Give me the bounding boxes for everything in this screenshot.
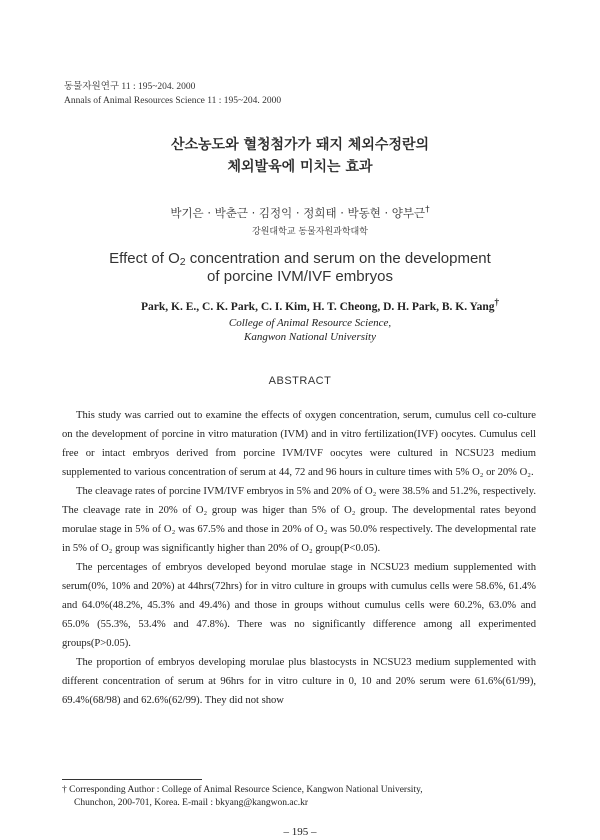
journal-citation-kr: 동물자원연구 11 : 195~204. 2000 [64, 82, 196, 92]
affiliation-en-line-1: College of Animal Resource Science, [228, 317, 392, 329]
abstract-paragraph-1: This study was carried out to examine the effects of oxygen concentration, serum, cumulus cell co-culture on the development of porcine in vitro maturation (IVM) and in vitro fertilization(IVF) oocytes. Cumulus cell free or intact embryos derived from porcine IVM/IVF oocytes were cultured in NCSU23 medium supplemented to various concentration of serum at 44, 72 and 96 hours in culture times with 5% O₂ or 20% O₂. [62, 410, 536, 478]
title-en-line-1-post: concentration and serum on the development [185, 250, 491, 267]
footnote-divider [62, 779, 202, 780]
title-kr-line-2: 체외발육에 미치는 효과 [227, 159, 373, 175]
affiliation-en [0, 316, 600, 344]
title-en [0, 250, 600, 286]
journal-citation [64, 80, 281, 108]
title-en-line-1 [0, 250, 600, 268]
journal-citation-en: Annals of Animal Resources Science 11 : 195~204. 2000 [64, 96, 282, 106]
abstract-heading: ABSTRACT [268, 375, 332, 387]
authors-kr-names: 박기은 · 박춘근 · 김정익 · 정희태 · 박동현 · 양부근 [170, 206, 426, 220]
affiliation-kr: 강원대학교 동물자원과학대학 [252, 227, 368, 237]
authors-en-names: Park, K. E., C. K. Park, C. I. Kim, H. T. Cheong, D. H. Park, B. K. Yang [141, 300, 495, 313]
affiliation-en-line-2: Kangwon National University [244, 331, 376, 343]
footnote [62, 784, 542, 810]
footnote-line-1: † Corresponding Author : College of Animal Resource Science, Kangwon National University, [62, 785, 423, 795]
authors-kr [0, 205, 600, 221]
abstract-paragraph-2: The cleavage rates of porcine IVM/IVF embryos in 5% and 20% of O₂ were 38.5% and 51.2%, respectively. The cleavage rate in 20% of O₂ group was higer than 5% of O₂ group. The developmental rates beyond morulae stage in 5% of O₂ was 67.5% and those in 20% of O₂ was 50.0% respectively. The developmental rate in 5% of O₂ group was significantly higher than 20% of O₂ group(P<0.05). [62, 486, 536, 554]
authors-en [0, 297, 600, 313]
abstract-paragraph-3: The percentages of embryos developed beyond morulae stage in NCSU23 medium supplemented with serum(0%, 10% and 20%) at 44hrs(72hrs) for in vitro culture in groups with cumulus cells were 58.6%, 61.4% and 64.0%(48.2%, 45.3% and 49.4%) and those in groups without cumulus cells were 60.2%, 63.0% and 65.0% (55.3%, 53.4% and 47.8%). There was no significantly difference among all experimented groups(P>0.05). [62, 562, 536, 649]
title-en-line-1-pre: Effect of O [109, 250, 180, 267]
title-en-o2-subscript: 2 [179, 256, 186, 268]
abstract-body [62, 406, 536, 710]
footnote-line-2: Chunchon, 200-701, Korea. E-mail : bkyang@kangwon.ac.kr [74, 798, 309, 808]
title-en-line-2: of porcine IVM/IVF embryos [207, 268, 393, 285]
page-number: – 195 – [283, 826, 317, 838]
title-kr-line-1: 산소농도와 혈청첨가가 돼지 체외수정란의 [170, 137, 430, 153]
dagger-mark-en: † [494, 297, 499, 307]
dagger-mark: † [425, 205, 430, 216]
abstract-paragraph-4: The proportion of embryos developing morulae plus blastocysts in NCSU23 medium supplemented with different concentration of serum at 96hrs for in vitro culture in 0, 10 and 20% serum were 61.6%(61/99), 69.4%(68/98) and 62.6%(62/99). They did not show [62, 657, 536, 706]
